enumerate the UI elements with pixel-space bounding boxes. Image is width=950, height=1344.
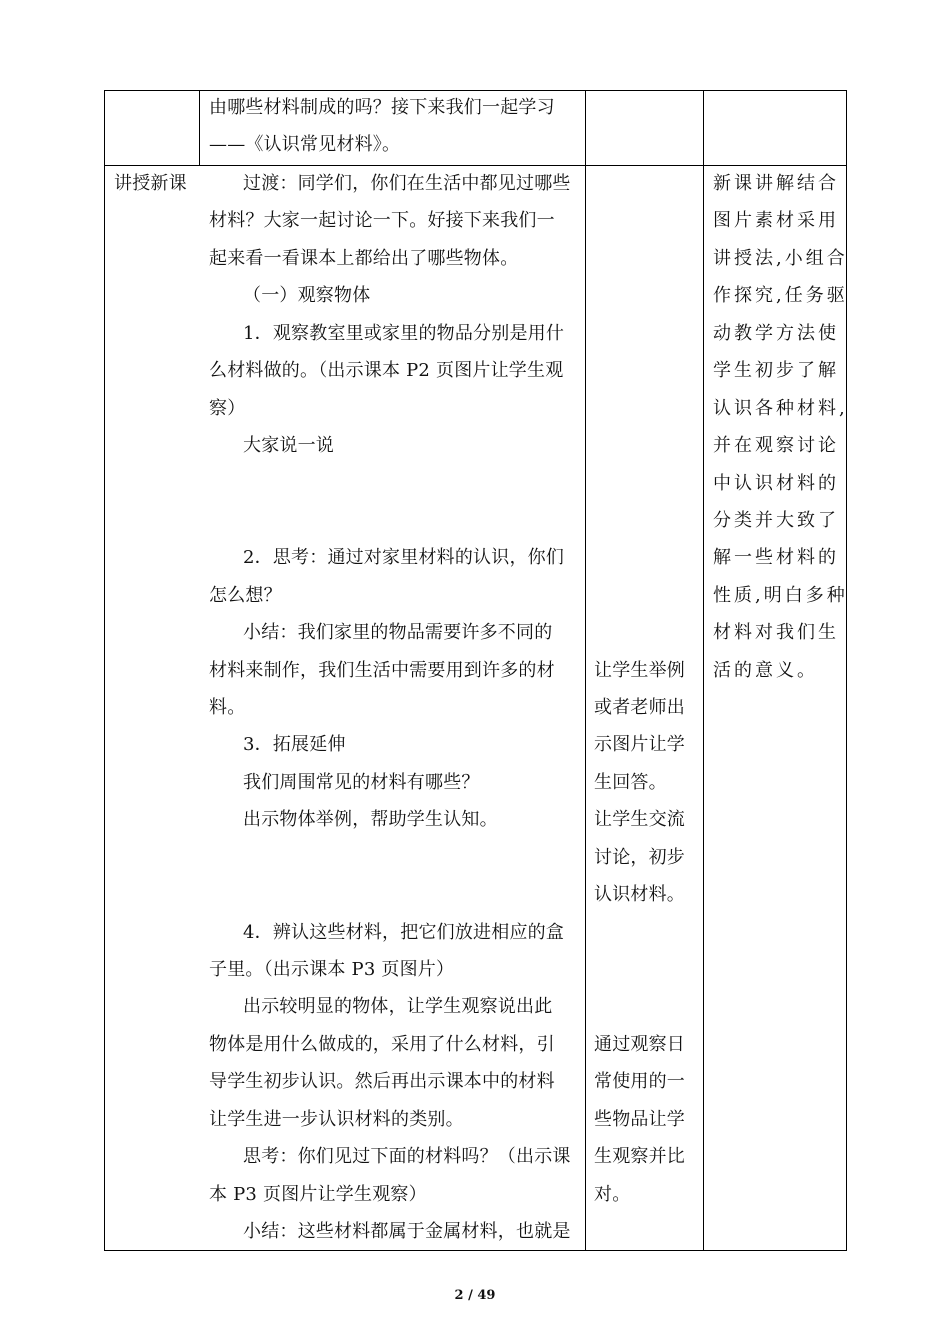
content-line: 子里。（出示课本 P3 页图片） bbox=[209, 959, 455, 980]
design-intent-line: 学生初步了解 bbox=[713, 360, 839, 381]
content-line: （一）观察物体 bbox=[243, 285, 371, 306]
content-line: 1．观察教室里或家里的物品分别是用什 bbox=[243, 323, 565, 344]
top-row-line: 由哪些材料制成的吗？接下来我们一起学习 bbox=[209, 97, 555, 118]
content-line: 材料？大家一起讨论一下。好接下来我们一 bbox=[209, 210, 555, 231]
student-activity-line: 认识材料。 bbox=[594, 884, 685, 905]
student-activity-line: 讨论，初步 bbox=[594, 847, 685, 868]
student-activity-line: 示图片让学 bbox=[594, 734, 685, 755]
content-line: 出示较明显的物体，让学生观察说出此 bbox=[243, 996, 553, 1017]
design-intent-line: 分类并大致了 bbox=[713, 510, 839, 531]
student-activity-line: 让学生交流 bbox=[594, 809, 685, 830]
student-activity-line: 常使用的一 bbox=[594, 1071, 685, 1092]
content-line: 2．思考：通过对家里材料的认识，你们 bbox=[243, 547, 565, 568]
content-line: 让学生进一步认识材料的类别。 bbox=[209, 1109, 464, 1130]
column-divider-3 bbox=[703, 90, 704, 1251]
student-activity-line: 通过观察日 bbox=[594, 1034, 685, 1055]
design-intent-line: 图片素材采用 bbox=[713, 210, 839, 231]
top-row-line: ——《认识常见材料》。 bbox=[209, 134, 401, 155]
content-line: 4．辨认这些材料，把它们放进相应的盒 bbox=[243, 922, 565, 943]
student-activity-line: 或者老师出 bbox=[594, 697, 685, 718]
content-line: 出示物体举例，帮助学生认知。 bbox=[243, 809, 498, 830]
content-line: 过渡：同学们，你们在生活中都见过哪些 bbox=[243, 173, 571, 194]
content-line: 思考：你们见过下面的材料吗？（出示课 bbox=[243, 1146, 571, 1167]
design-intent-line: 中认识材料的 bbox=[713, 473, 839, 494]
design-intent-line: 材料对我们生 bbox=[713, 622, 839, 643]
design-intent-line: 认识各种材料, bbox=[713, 398, 848, 419]
design-intent-line: 新课讲解结合 bbox=[713, 173, 839, 194]
student-activity-line: 生观察并比 bbox=[594, 1146, 685, 1167]
content-line: 大家说一说 bbox=[243, 435, 334, 456]
design-intent-line: 讲授法,小组合 bbox=[713, 248, 848, 269]
page-indicator: 2 / 49 bbox=[454, 1288, 496, 1303]
content-line: 我们周围常见的材料有哪些？ bbox=[243, 772, 480, 793]
content-line: 导学生初步认识。然后再出示课本中的材料 bbox=[209, 1071, 555, 1092]
content-line: 材料来制作，我们生活中需要用到许多的材 bbox=[209, 660, 555, 681]
content-line: 么材料做的。（出示课本 P2 页图片让学生观 bbox=[209, 360, 564, 381]
design-intent-line: 活的意义。 bbox=[713, 660, 818, 681]
design-intent-line: 性质,明白多种 bbox=[713, 585, 848, 606]
content-line: 物体是用什么做成的，采用了什么材料，引 bbox=[209, 1034, 555, 1055]
design-intent-line: 并在观察讨论 bbox=[713, 435, 839, 456]
column-divider-1 bbox=[199, 90, 200, 166]
content-line: 怎么想？ bbox=[209, 585, 282, 606]
student-activity-line: 些物品让学 bbox=[594, 1109, 685, 1130]
student-activity-line: 让学生举例 bbox=[594, 660, 685, 681]
student-activity-line: 生回答。 bbox=[594, 772, 667, 793]
design-intent-line: 动教学方法使 bbox=[713, 323, 839, 344]
content-line: 本 P3 页图片让学生观察） bbox=[209, 1184, 427, 1205]
content-line: 料。 bbox=[209, 697, 246, 718]
section-label: 讲授新课 bbox=[114, 173, 187, 194]
table-left-border bbox=[104, 90, 105, 1251]
content-line: 察） bbox=[209, 398, 246, 419]
content-line: 起来看一看课本上都给出了哪些物体。 bbox=[209, 248, 519, 269]
content-line: 小结：这些材料都属于金属材料，也就是 bbox=[243, 1221, 571, 1242]
content-line: 小结：我们家里的物品需要许多不同的 bbox=[243, 622, 553, 643]
design-intent-line: 解一些材料的 bbox=[713, 547, 839, 568]
column-divider-2 bbox=[585, 90, 586, 1251]
design-intent-line: 作探究,任务驱 bbox=[713, 285, 848, 306]
content-line: 3．拓展延伸 bbox=[243, 734, 346, 755]
student-activity-line: 对。 bbox=[594, 1184, 631, 1205]
